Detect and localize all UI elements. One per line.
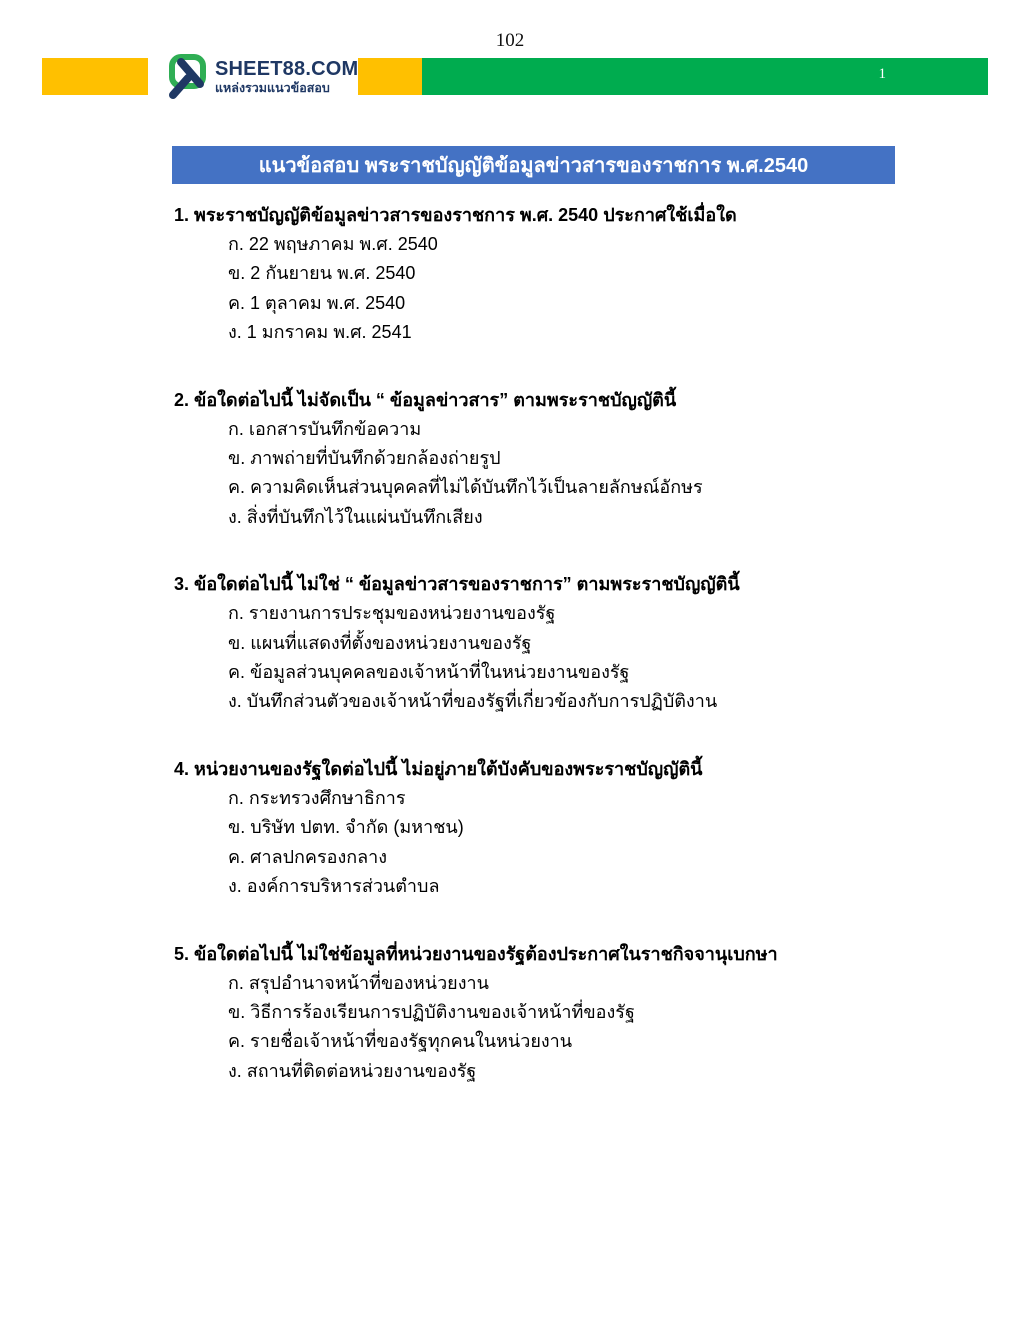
choice: ค. ศาลปกครองกลาง (228, 846, 388, 867)
question-heading: 2. ข้อใดต่อไปนี้ ไม่จัดเป็น “ ข้อมูลข่าวสาร” ตามพระราชบัญญัตินี้ (174, 389, 677, 410)
choice: ข. 2 กันยายน พ.ศ. 2540 (228, 263, 416, 284)
header-yellow-block-left (42, 58, 148, 95)
exam-title-text: แนวข้อสอบ พระราชบัญญัติข้อมูลข่าวสารของราชการ พ.ศ.2540 (258, 155, 809, 177)
choice: ก. รายงานการประชุมของหน่วยงานของรัฐ (228, 603, 556, 624)
choice: ค. ข้อมูลส่วนบุคคลของเจ้าหน้าที่ในหน่วยงานของรัฐ (228, 662, 630, 683)
question-1 (174, 200, 934, 348)
choice: ง. สถานที่ติดต่อหน่วยงานของรัฐ (228, 1060, 477, 1081)
question-heading: 4. หน่วยงานของรัฐใดต่อไปนี้ ไม่อยู่ภายใต้บังคับของพระราชบัญญัตินี้ (174, 758, 703, 779)
header-green-bar (422, 58, 988, 95)
choice: ง. องค์การบริหารส่วนตำบล (228, 876, 440, 897)
brand-logo (167, 54, 358, 100)
choice: ข. แผนที่แสดงที่ตั้งของหน่วยงานของรัฐ (228, 632, 532, 653)
choice: ค. รายชื่อเจ้าหน้าที่ของรัฐทุกคนในหน่วยงาน (228, 1031, 573, 1052)
choice: ก. กระทรวงศึกษาธิการ (228, 787, 406, 808)
choice: ข. บริษัท ปตท. จำกัด (มหาชน) (228, 817, 464, 838)
choice: ข. วิธีการร้องเรียนการปฏิบัติงานของเจ้าหน้าที่ของรัฐ (228, 1001, 635, 1022)
brand-name: SHEET88.COM (215, 57, 359, 80)
bar-page-number: 1 (878, 66, 886, 82)
exam-title-bar (172, 146, 895, 184)
choice: ข. ภาพถ่ายที่บันทึกด้วยกล้องถ่ายรูป (228, 448, 501, 469)
brand-tagline: แหล่งรวมแนวข้อสอบ (215, 80, 330, 95)
question-4 (174, 754, 934, 902)
sheet88-s-link-icon (167, 54, 207, 100)
header-yellow-block-mid (358, 58, 422, 95)
choice: ค. 1 ตุลาคม พ.ศ. 2540 (228, 292, 406, 313)
question-list (174, 200, 934, 1123)
question-5 (174, 939, 934, 1087)
choice: ก. เอกสารบันทึกข้อความ (228, 418, 422, 439)
choice: ค. ความคิดเห็นส่วนบุคคลที่ไม่ได้บันทึกไว้เป็นลายลักษณ์อักษร (228, 477, 703, 498)
question-heading: 5. ข้อใดต่อไปนี้ ไม่ใช่ข้อมูลที่หน่วยงานของรัฐต้องประกาศในราชกิจจานุเบกษา (174, 943, 778, 964)
question-3 (174, 569, 934, 717)
choice: ง. 1 มกราคม พ.ศ. 2541 (228, 322, 412, 343)
question-heading: 1. พระราชบัญญัติข้อมูลข่าวสารของราชการ พ.ศ. 2540 ประกาศใช้เมื่อใด (174, 205, 737, 225)
top-page-number: 102 (495, 30, 525, 51)
question-heading: 3. ข้อใดต่อไปนี้ ไม่ใช่ “ ข้อมูลข่าวสารของราชการ” ตามพระราชบัญญัตินี้ (174, 574, 740, 595)
choice: ก. 22 พฤษภาคม พ.ศ. 2540 (228, 234, 438, 254)
choice: ง. บันทึกส่วนตัวของเจ้าหน้าที่ของรัฐที่เกี่ยวข้องกับการปฏิบัติงาน (228, 691, 718, 712)
question-2 (174, 385, 934, 533)
choice: ก. สรุปอำนาจหน้าที่ของหน่วยงาน (228, 972, 489, 993)
choice: ง. สิ่งที่บันทึกไว้ในแผ่นบันทึกเสียง (228, 506, 483, 527)
